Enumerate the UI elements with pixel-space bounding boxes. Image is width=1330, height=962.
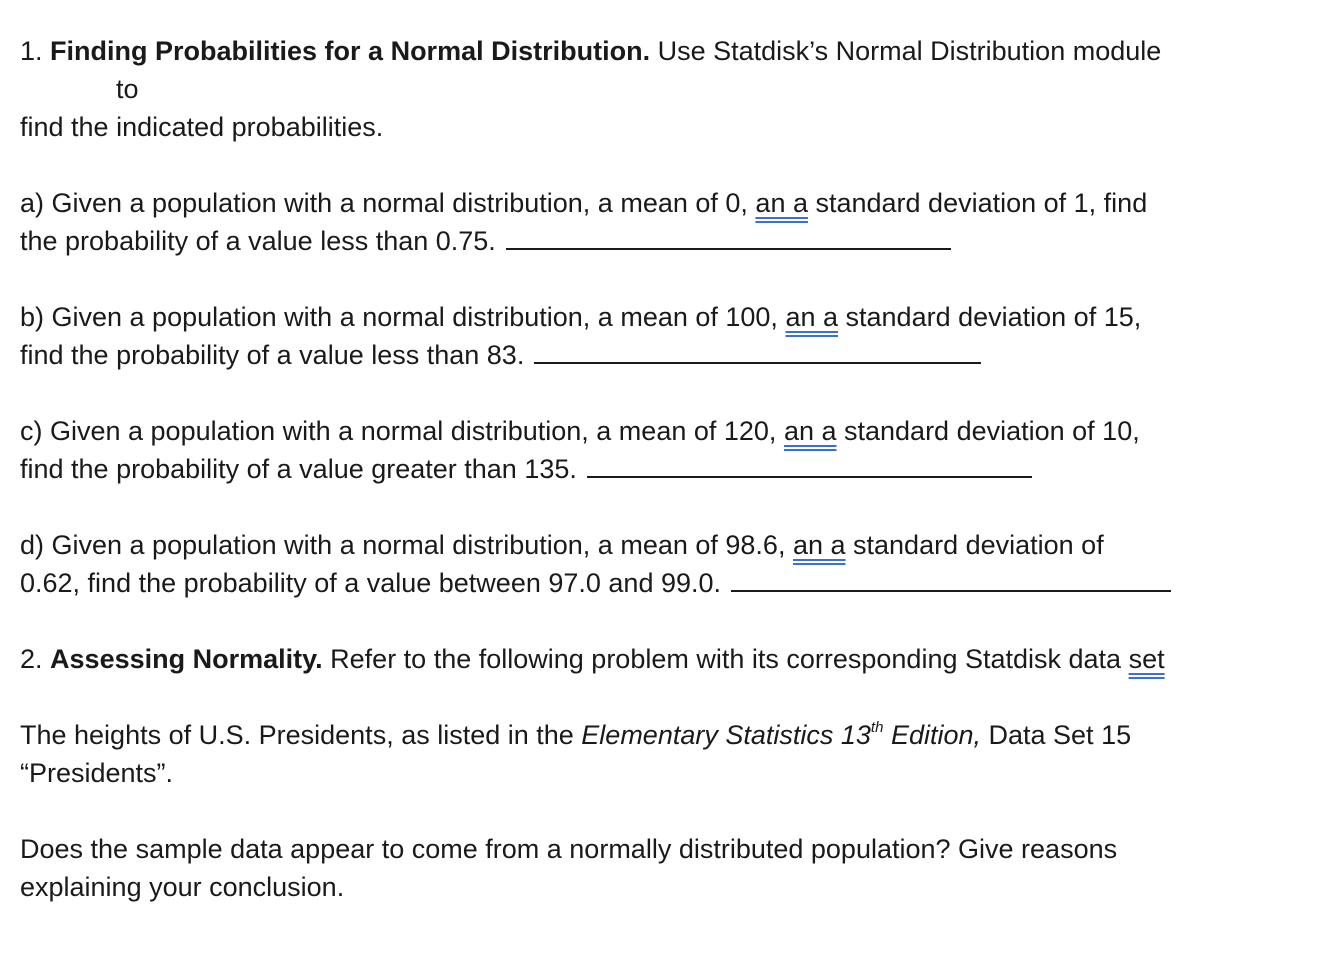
q2-title: Assessing Normality. [50, 644, 323, 674]
q1d-answer-blank[interactable] [731, 564, 1171, 592]
q1d-line2 [20, 564, 1171, 602]
q1-intro-line3 [20, 108, 383, 146]
q2-grammar-flag[interactable]: set [1128, 644, 1165, 674]
q2-heights-after: Data Set 15 [981, 720, 1132, 750]
q1b-line1 [20, 298, 1141, 336]
q1a-question: the probability of a value less than 0.75. [20, 226, 496, 256]
q2-question-line1 [20, 830, 1117, 868]
q1c-line2 [20, 450, 1032, 488]
q2-question-line2-text: explaining your conclusion. [20, 872, 345, 902]
q1-intro-part3: find the indicated probabilities. [20, 112, 384, 142]
q2-book-title [581, 720, 981, 750]
q1a-answer-blank[interactable] [506, 222, 951, 250]
q1-title: Finding Probabilities for a Normal Distribution. [50, 36, 651, 66]
q1b-question: find the probability of a value less than 83. [20, 340, 525, 370]
q1b-answer-blank[interactable] [534, 336, 981, 364]
q1a-line2 [20, 222, 951, 260]
q2-heights-line1 [20, 716, 1131, 754]
q1d-line1 [20, 526, 1104, 564]
q2-question-line1-text: Does the sample data appear to come from a normally distributed population? Give reasons [20, 834, 1118, 864]
q1c-question: find the probability of a value greater than 135. [20, 454, 577, 484]
q2-intro-before: Refer to the following problem with its corresponding Statdisk data [322, 644, 1129, 674]
q1-intro-to-line [116, 70, 139, 108]
q2-question-line2 [20, 868, 344, 906]
q1c-answer-blank[interactable] [587, 450, 1032, 478]
q1c-text-after: standard deviation of 10, [836, 416, 1140, 446]
q1-heading-line [20, 32, 1161, 70]
q1d-grammar-flag[interactable]: an a [792, 530, 846, 560]
q1a-text-after: standard deviation of 1, find [807, 188, 1148, 218]
q2-book-title-text: Elementary Statistics 13 [581, 720, 871, 750]
q1-number: 1. [20, 36, 43, 66]
q1-intro-part2: to [116, 74, 139, 104]
q1d-text-before: d) Given a population with a normal distribution, a mean of 98.6, [20, 530, 793, 560]
q1d-text-after: standard deviation of [845, 530, 1104, 560]
q1c-grammar-flag[interactable]: an a [783, 416, 837, 446]
q1b-text-before: b) Given a population with a normal distribution, a mean of 100, [20, 302, 786, 332]
q1b-text-after: standard deviation of 15, [838, 302, 1142, 332]
q2-heights-before: The heights of U.S. Presidents, as listed in the [20, 720, 582, 750]
q1c-text-before: c) Given a population with a normal distribution, a mean of 120, [20, 416, 784, 446]
q2-heading-line [20, 640, 1165, 678]
q1a-text-before: a) Given a population with a normal distribution, a mean of 0, [20, 188, 756, 218]
q1a-line1 [20, 184, 1147, 222]
q2-book-sup: th [870, 719, 884, 736]
q1c-line1 [20, 412, 1140, 450]
q1b-line2 [20, 336, 981, 374]
q2-number: 2. [20, 644, 43, 674]
q1b-grammar-flag[interactable]: an a [785, 302, 839, 332]
q1-intro-part1: Use Statdisk’s Normal Distribution module [650, 36, 1162, 66]
q1a-grammar-flag[interactable]: an a [755, 188, 808, 218]
q2-heights-line2-text: “Presidents”. [20, 758, 174, 788]
q2-book-edition: Edition, [883, 720, 981, 750]
q2-heights-line2 [20, 754, 173, 792]
q1d-question: 0.62, find the probability of a value between 97.0 and 99.0. [20, 568, 722, 598]
